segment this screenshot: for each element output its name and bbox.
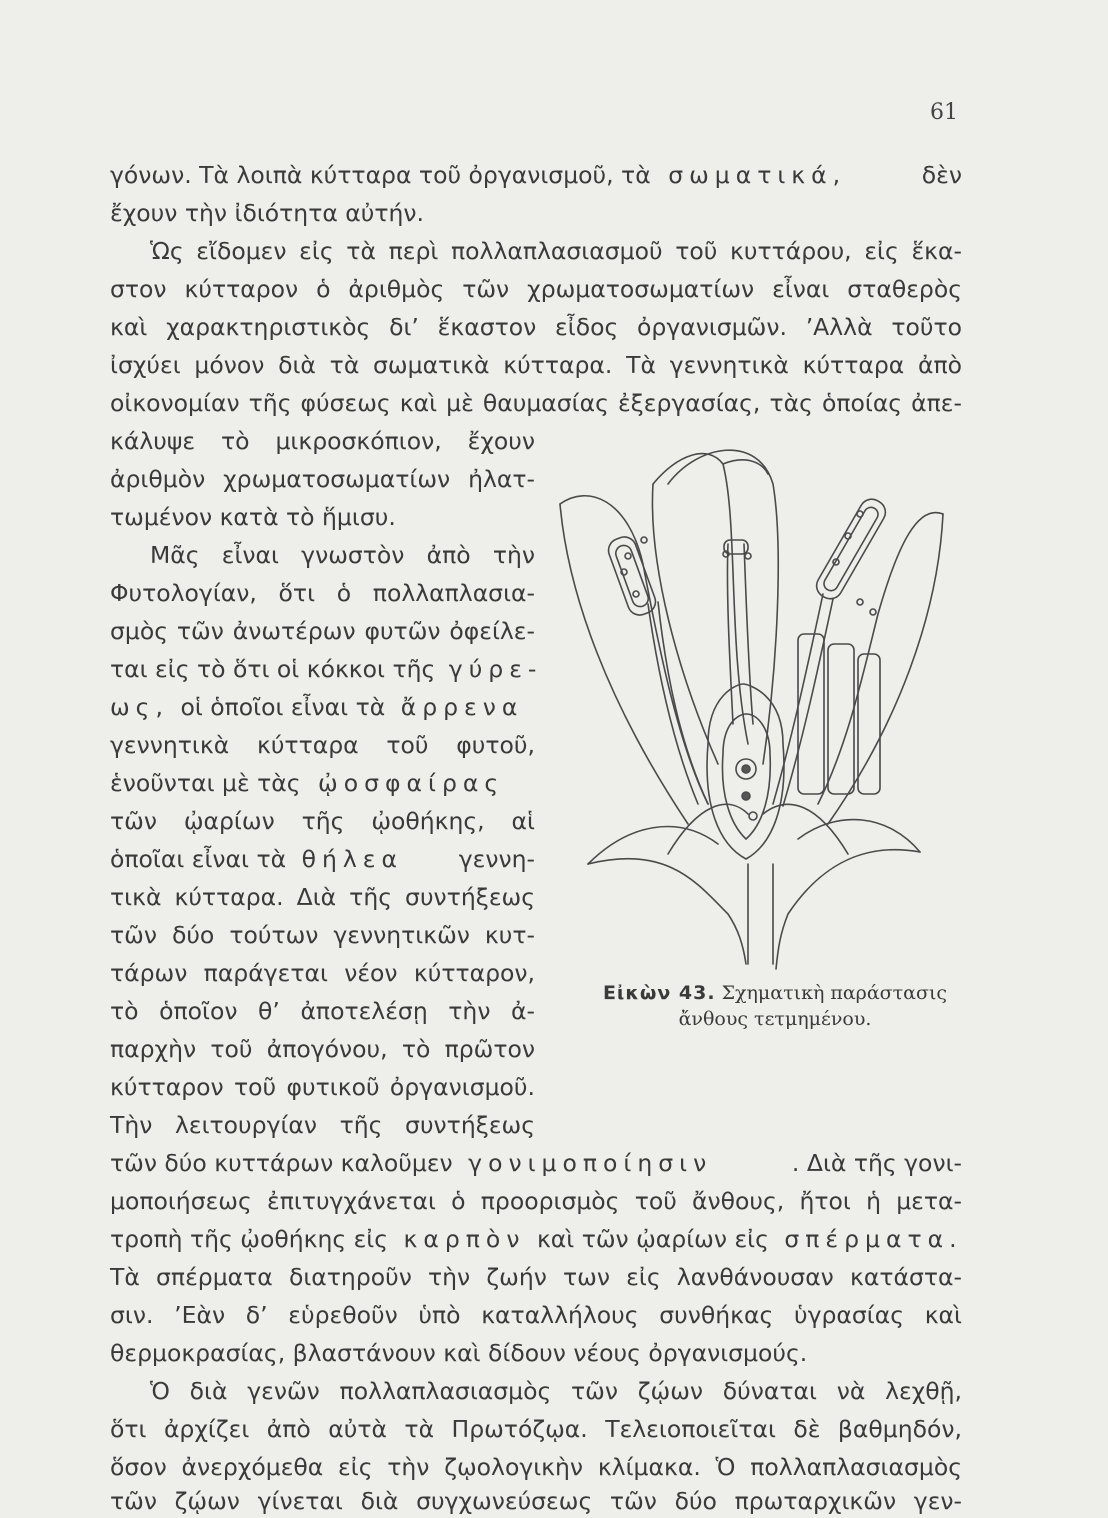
text-line: ως, οἱ ὁποῖοι εἶναι τὰ ἄρρενα: [110, 693, 524, 721]
sepal-left: [588, 859, 746, 964]
text-line: τῶν ζῴων γίνεται διὰ συγχωνεύσεως τῶν δύο πρωταρχικῶν γεν-: [110, 1487, 962, 1515]
petal-center: [653, 454, 748, 744]
text-line: Ὁ διὰ γενῶν πολλαπλασιασμὸς τῶν ζῴων δύναται νὰ λεχθῇ,: [150, 1377, 962, 1405]
text-line: τῶν δύο τούτων γεννητικῶν κυτ-: [110, 921, 535, 949]
text-line: τάρων παράγεται νέον κύτταρον,: [110, 959, 535, 987]
emphasis: σωματικά,: [668, 161, 847, 189]
text-line: κάλυψε τὸ μικροσκόπιον, ἔχουν: [110, 427, 535, 455]
emphasis: σπέρματα.: [784, 1225, 963, 1253]
text-line: τικὰ κύτταρα. Διὰ τῆς συντήξεως: [110, 883, 535, 911]
emphasis: θήλεα: [301, 845, 403, 873]
text-line: τῶν δύο κυττάρων καλοῦμεν γονιμοποίησιν . Διὰ τῆς γονι-: [110, 1149, 962, 1177]
text-line: ὅσον ἀνερχόμεθα εἰς τὴν ζῳολογικὴν κλίμακα. Ὁ πολλαπλασιασμὸς: [110, 1453, 962, 1481]
text-line: θερμοκρασίας, βλαστάνουν καὶ δίδουν νέους ὀργανισμούς.: [110, 1339, 808, 1367]
text-line: τωμένον κατὰ τὸ ἥμισυ.: [110, 503, 396, 531]
page-number: 61: [930, 100, 958, 125]
text-line: Φυτολογίαν, ὅτι ὁ πολλαπλασια-: [110, 579, 535, 607]
emphasis: καρπὸν: [403, 1225, 526, 1253]
text-line: παρχὴν τοῦ ἀπογόνου, τὸ πρῶτον: [110, 1035, 535, 1063]
text-line: σμὸς τῶν ἀνωτέρων φυτῶν ὀφείλε-: [110, 617, 535, 645]
text-line: τροπὴ τῆς ᾠοθήκης εἰς καρπὸν καὶ τῶν ᾠαρίων εἰς σπέρματα.: [110, 1225, 963, 1253]
text-line: Τὰ σπέρματα διατηροῦν τὴν ζωήν των εἰς λανθάνουσαν κατάστα-: [110, 1263, 962, 1291]
text-line: οἰκονομίαν τῆς φύσεως καὶ μὲ θαυμασίας ἐξεργασίας, τὰς ὁποίας ἀπε-: [110, 389, 962, 417]
text-line: γόνων. Τὰ λοιπὰ κύτταρα τοῦ ὀργανισμοῦ, τὰ σωματικά, δὲν: [110, 161, 962, 189]
text-line: ἔχουν τὴν ἰδιότητα αὐτήν.: [110, 199, 425, 227]
text-line: στον κύτταρον ὁ ἀριθμὸς τῶν χρωματοσωματίων εἶναι σταθερὸς: [110, 275, 962, 303]
text-line: ται εἰς τὸ ὅτι οἱ κόκκοι τῆς γύρε-: [110, 655, 543, 683]
flower-diagram: [548, 444, 958, 984]
text-line: σιν. ’Εὰν δ’ εὑρεθοῦν ὑπὸ καταλλήλους συνθήκας ὑγρασίας καὶ: [110, 1301, 962, 1329]
text-line: ἀριθμὸν χρωματοσωματίων ἠλατ-: [110, 465, 535, 493]
text-line: Μᾶς εἶναι γνωστὸν ἀπὸ τὴν: [150, 541, 535, 569]
text-line: ἑνοῦνται μὲ τὰς ᾠοσφαίρας: [110, 769, 505, 797]
text-line: Ὡς εἴδομεν εἰς τὰ περὶ πολλαπλασιασμοῦ τοῦ κυττάρου, εἰς ἕκα-: [150, 237, 962, 265]
text-line: μοποιήσεως ἐπιτυγχάνεται ὁ προορισμὸς τοῦ ἄνθους, ἤτοι ἡ μετα-: [110, 1187, 962, 1215]
sepal-right: [776, 850, 920, 969]
text-line: Τὴν λειτουργίαν τῆς συντήξεως: [110, 1111, 535, 1139]
text-line: τῶν ᾠαρίων τῆς ᾠοθήκης, αἱ: [110, 807, 535, 835]
emphasis: γονιμοποίησιν: [468, 1149, 713, 1177]
emphasis: ἄρρενα: [400, 693, 524, 721]
text-line: κύτταρον τοῦ φυτικοῦ ὀργανισμοῦ.: [110, 1073, 535, 1101]
emphasis: ᾠοσφαίρας: [318, 769, 505, 797]
figure-caption: Εἰκὼν 43. Σχηματικὴ παράστασις ἄνθους τετμημένου.: [602, 982, 948, 1030]
emphasis: γύρε-: [448, 655, 543, 683]
text-line: γεννητικὰ κύτταρα τοῦ φυτοῦ,: [110, 731, 535, 759]
text-line: ὅτι ἀρχίζει ἀπὸ αὐτὰ τὰ Πρωτόζῳα. Τελειοποιεῖται δὲ βαθμηδόν,: [110, 1415, 962, 1443]
text-line: τὸ ὁποῖον θ’ ἀποτελέσῃ τὴν ἀ-: [110, 997, 535, 1025]
text-line: ὁποῖαι εἶναι τὰ θήλεα γεννη-: [110, 845, 535, 873]
anther-right: [812, 495, 890, 603]
text-line: ἰσχύει μόνον διὰ τὰ σωματικὰ κύτταρα. Τὰ γεννητικὰ κύτταρα ἀπὸ: [110, 351, 962, 379]
text-line: καὶ χαρακτηριστικὸς δι’ ἕκαστον εἶδος ὀργανισμῶν. ’Αλλὰ τοῦτο: [110, 313, 962, 341]
figure-label: Εἰκὼν 43.: [602, 982, 716, 1004]
